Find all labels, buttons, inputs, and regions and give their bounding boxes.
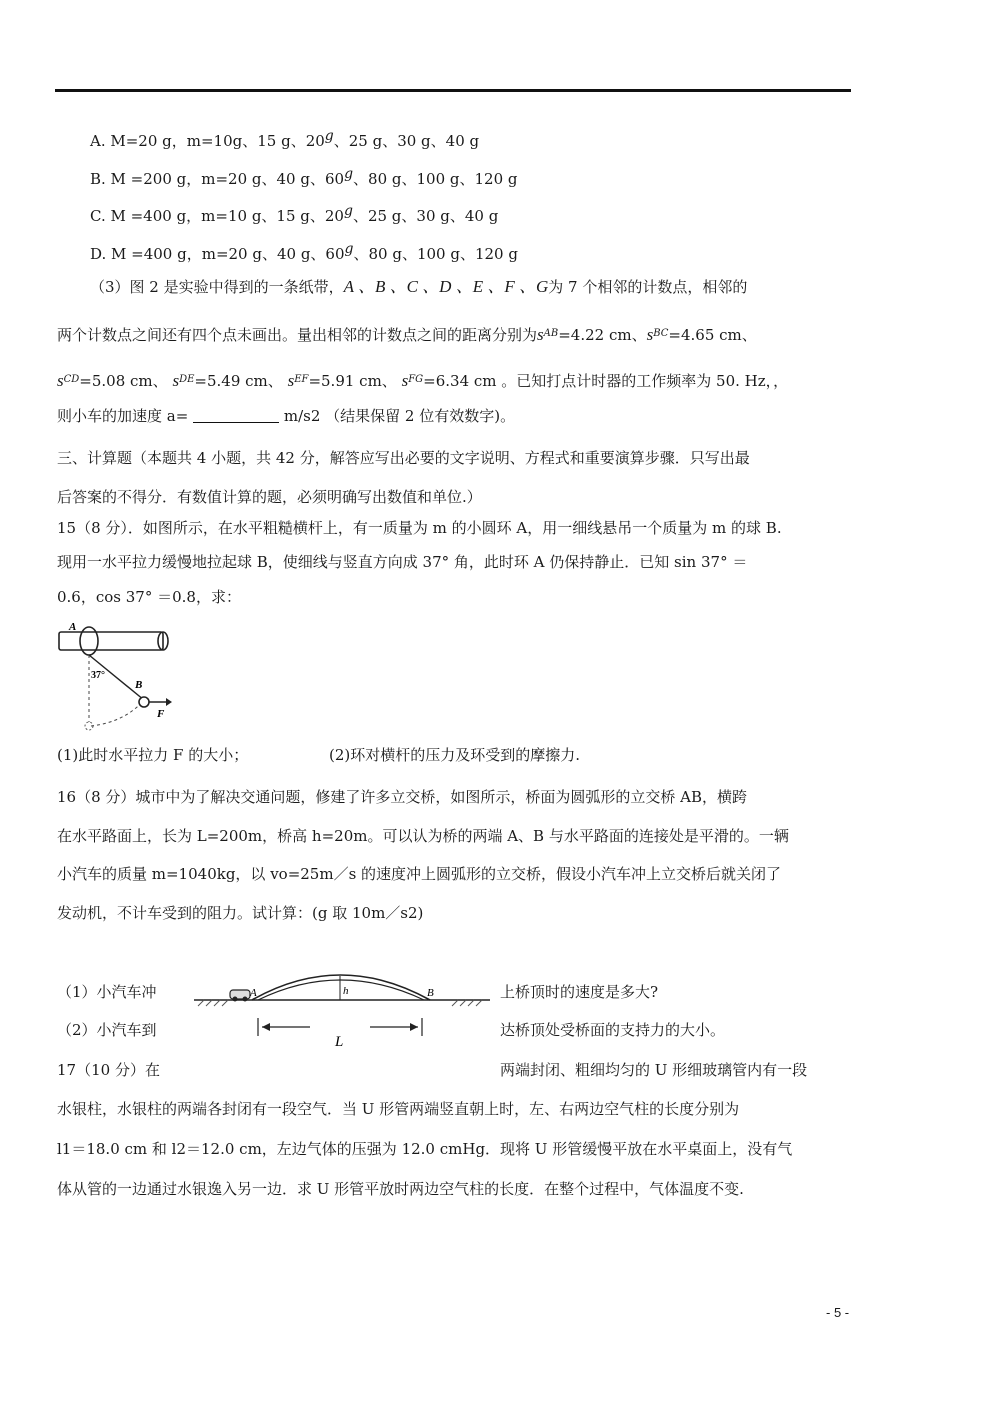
s-ab-value: =4.22 cm、 (558, 326, 647, 344)
page-number: - 5 - (826, 1305, 850, 1320)
q16-bridge-figure (190, 962, 495, 1062)
q16-sub-2-right: 达桥顶处受桥面的支持力的大小。 (500, 1021, 726, 1039)
g-symbol: g (343, 203, 353, 219)
s-bc-sub: BC (653, 328, 669, 339)
arrow-left-icon (262, 1023, 270, 1031)
label-b: B (135, 679, 143, 691)
s-de-sub: DE (179, 374, 195, 385)
option-c-text: C. M =400 g，m=10 g、15 g、20 (90, 207, 344, 225)
q3-line4-end: m/s2 （结果保留 2 位有效数字)。 (283, 407, 516, 425)
q3-line2-start: 两个计数点之间还有四个点未画出。量出相邻的计数点之间的距离分别为 (57, 326, 538, 344)
s-ef-sub: EF (294, 374, 309, 385)
s-cd-value: =5.08 cm、 (79, 372, 168, 390)
q15-sub-1: (1)此时水平拉力 F 的大小； (57, 746, 249, 764)
q16-sub-2-left: （2）小汽车到 (57, 1021, 157, 1039)
option-d (90, 239, 518, 264)
s-de-value: =5.49 cm、 (194, 372, 283, 390)
q16-line-3: 小汽车的质量 m=1040kg，以 vo=25m／s 的速度冲上圆弧形的立交桥，假设小汽车冲上立交桥后就关闭了 (57, 865, 782, 883)
answer-blank[interactable] (193, 408, 279, 423)
q15-sub-2: (2)环对横杆的压力及环受到的摩擦力. (329, 746, 581, 764)
s-fg-sub: FG (408, 374, 424, 385)
arrow-right-icon (410, 1023, 418, 1031)
car-wheel-icon (233, 997, 238, 1002)
section3-line-1: 三、计算题（本题共 4 小题，共 42 分，解答应写出必要的文字说明、方程式和重要演算步骤．只写出最 (57, 449, 750, 467)
s-ab-sub: AB (543, 328, 559, 339)
ground-hatch (198, 1000, 482, 1006)
section3-line-2: 后答案的不得分．有数值计算的题，必须明确写出数值和单位.） (57, 488, 482, 506)
q16-line-4: 发动机，不计车受到的阻力。试计算：(g 取 10m／s2) (57, 904, 424, 922)
s-fg-value: =6.34 cm 。已知打点计时器的工作频率为 50. Hz，， (423, 372, 789, 390)
s-cd-sub: CD (63, 374, 80, 385)
option-b-text: B. M =200 g，m=20 g、40 g、60 (90, 170, 345, 188)
label-h: h (343, 985, 349, 997)
q17-line-2: 水银柱，水银柱的两端各封闭有一段空气．当 U 形管两端竖直朝上时，左、右两边空气柱的长度分别为 (57, 1100, 740, 1118)
q3-line4-start: 则小车的加速度 a= (57, 407, 189, 425)
s-symbol: s (401, 371, 409, 390)
q3-points: A 、B 、C 、D 、E 、F 、G (343, 277, 549, 296)
q3-line1-end: 为 7 个相邻的计数点，相邻的 (548, 278, 748, 296)
q15-line-2: 现用一水平拉力缓慢地拉起球 B，使细线与竖直方向成 37° 角，此时环 A 仍保持静止．已知 sin 37° ＝ (57, 553, 748, 571)
car-wheel-icon (243, 997, 248, 1002)
label-f: F (157, 708, 165, 720)
q3-line1-start: （3）图 2 是实验中得到的一条纸带， (90, 278, 344, 296)
q16-sub-1-right: 上桥顶时的速度是多大? (500, 983, 659, 1001)
option-c (90, 201, 498, 226)
option-a-tail: 、25 g、30 g、40 g (333, 132, 480, 150)
s-ef-value: =5.91 cm、 (308, 372, 397, 390)
q3-line-1 (90, 277, 747, 297)
q17-line-3: l1＝18.0 cm 和 l2＝12.0 cm，左边气体的压强为 12.0 cmHg．现将 U 形管缓慢平放在水平桌面上，没有气 (57, 1140, 793, 1158)
q3-line-4 (57, 406, 515, 426)
g-symbol: g (344, 241, 354, 257)
option-c-tail: 、25 g、30 g、40 g (352, 207, 499, 225)
label-l: L (335, 1034, 344, 1050)
q16-line-1: 16（8 分）城市中为了解决交通问题，修建了许多立交桥，如图所示，桥面为圆弧形的立交桥 AB，横跨 (57, 788, 748, 806)
s-symbol: s (537, 325, 544, 344)
label-a: A (69, 621, 77, 633)
option-b (90, 164, 518, 189)
q15-figure (55, 618, 180, 736)
q17-line-4: 体从管的一边通过水银逸入另一边．求 U 形管平放时两边空气柱的长度．在整个过程中，气体温度不变. (57, 1180, 744, 1198)
q17-line-1-left: 17（10 分）在 (57, 1061, 160, 1079)
option-b-tail: 、80 g、100 g、120 g (353, 170, 518, 188)
option-d-tail: 、80 g、100 g、120 g (353, 245, 518, 263)
q16-sub-1-left: （1）小汽车冲 (57, 983, 157, 1001)
g-symbol: g (344, 166, 354, 182)
s-symbol: s (646, 325, 654, 344)
option-a (90, 126, 479, 151)
s-symbol: s (287, 371, 295, 390)
q16-line-2: 在水平路面上，长为 L=200m，桥高 h=20m。可以认为桥的两端 A、B 与水平路面的连接处是平滑的。一辆 (57, 827, 789, 845)
q17-line-1-right: 两端封闭、粗细均匀的 U 形细玻璃管内有一段 (500, 1061, 808, 1079)
header-rule (55, 89, 851, 92)
q15-line-1: 15（8 分）．如图所示，在水平粗糙横杆上，有一质量为 m 的小圆环 A，用一细线悬吊一个质量为 m 的球 B. (57, 519, 782, 537)
ball-b (139, 697, 149, 707)
label-b: B (427, 987, 434, 999)
q3-line-2 (57, 324, 757, 345)
s-bc-value: =4.65 cm、 (668, 326, 757, 344)
g-symbol: g (324, 128, 334, 144)
s-symbol: s (172, 371, 180, 390)
option-d-text: D. M =400 g，m=20 g、40 g、60 (90, 245, 345, 263)
bridge-arc (252, 975, 430, 1000)
label-a: A (250, 987, 257, 999)
q15-line-3: 0.6，cos 37° ＝0.8，求： (57, 588, 241, 606)
bridge-arc-inner (258, 980, 424, 1000)
label-angle: 37° (91, 670, 105, 681)
s-symbol: s (57, 371, 64, 390)
q3-line-3 (57, 370, 788, 391)
swing-arc (91, 700, 144, 726)
option-a-text: A. M=20 g，m=10g、15 g、20 (90, 132, 325, 150)
rod (59, 632, 163, 650)
arrowhead-icon (166, 698, 172, 706)
